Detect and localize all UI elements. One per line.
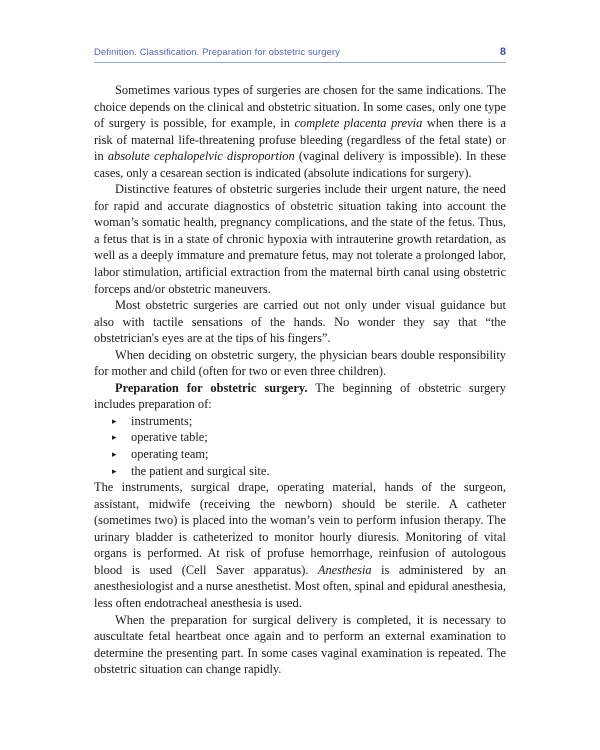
paragraph-6-text-a: The instruments, surgical drape, operating material, hands of the surgeon, assistant, midwife (receiving the newborn) should be sterile. A catheter (sometimes two) is placed into the woman’s vein to perform infusion therapy. The urinary bladder is catheterized to monitor hourly diuresis. Monitoring of vital organs is performed. At risk of profuse hemorrhage, reinfusion of autologous blood is used (Cell Saver apparatus). [94,480,506,577]
page-number: 8 [499,46,506,58]
paragraph-7: When the preparation for surgical delivery is completed, it is necessary to auscultate fetal heartbeat once again and to perform an external examination to determine the presenting part. In some cases vaginal examination is repeated. The obstetric situation can change rapidly. [94,612,506,677]
paragraph-1 [94,82,506,181]
paragraph-5 [94,380,506,413]
triangle-bullet-icon: ▸ [112,432,117,443]
paragraph-1-text-a: Sometimes various types of surgeries are chosen for the same indications. The choice depends on the clinical and obstetric situation. In some cases, only one type of surgery is possible, for example, in [94,83,506,131]
body-text [94,82,506,678]
list-item-label: the patient and surgical site. [131,463,270,478]
triangle-bullet-icon: ▸ [112,415,117,426]
paragraph-4: When deciding on obstetric surgery, the physician bears double responsibility for mother and child (often for two or even three children). [94,347,506,379]
list-item [94,413,506,430]
list-item [94,446,506,463]
list-item [94,463,506,480]
paragraph-6 [94,479,506,611]
term-absolute-cephalopelvic-disproportion: absolute cephalopelvic disproportion [107,149,295,164]
paragraph-2: Distinctive features of obstetric surgeries include their urgent nature, the need for rapid and accurate diagnostics of obstetric situation taking into account the woman’s somatic health, pregnancy complications, and the state of the fetus. Thus, a fetus that is in a state of chronic hypoxia with intrauterine growth retardation, as well as a deeply immature and premature fetus, may not tolerate a prolonged labor, labor stimulation, artificial extraction from the maternal birth canal using obstetric forceps and/or obstetric maneuvers. [94,182,506,296]
list-item-label: operative table; [131,430,208,445]
preparation-list [94,413,506,479]
paragraph-3: Most obstetric surgeries are carried out not only under visual guidance but also with tactile sensations of the hands. No wonder they say that “the obstetrician's eyes are at the tips of his fingers”. [94,298,506,346]
section-lead-in: Preparation for obstetric surgery. [115,380,308,395]
paragraph-1-text-b: when there is a risk of maternal life-threatening profuse bleeding (regardless of the fetal state) or in [94,116,506,164]
paragraph-1-text-c: (vaginal delivery is impossible). In these cases, only a cesarean section is indicated (absolute indications for surgery). [94,149,506,180]
list-item-label: operating team; [131,447,209,462]
running-head [94,46,506,63]
term-complete-placenta-previa: complete placenta previa [294,116,423,131]
list-item [94,429,506,446]
triangle-bullet-icon: ▸ [112,465,117,476]
running-head-title: Definition. Classification. Preparation for obstetric surgery [94,46,340,57]
list-item-label: instruments; [131,413,193,428]
paragraph-6-text-b: is administered by an anesthesiologist and a nurse anesthetist. Most often, spinal and epidural anesthesia, less often endotracheal anesthesia is used. [94,562,506,610]
triangle-bullet-icon: ▸ [112,449,117,460]
term-anesthesia: Anesthesia [317,562,372,577]
paragraph-5-text: The beginning of obstetric surgery includes preparation of: [94,380,506,412]
